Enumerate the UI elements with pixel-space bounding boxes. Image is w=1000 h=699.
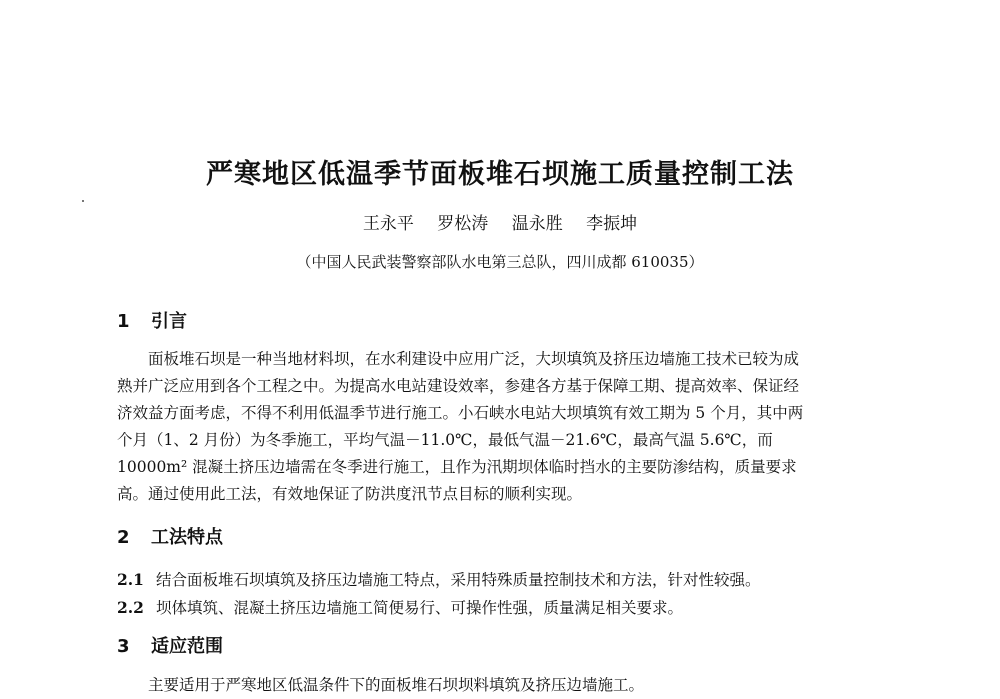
item-number: 2.1 [117, 570, 144, 589]
affiliation: （中国人民武装警察部队水电第三总队，四川成都 610035） [296, 253, 704, 271]
section-3-heading [117, 632, 223, 658]
item-text: 坝体填筑、混凝土挤压边墙施工简便易行、可操作性强，质量满足相关要求。 [155, 599, 683, 617]
text-line: 高。通过使用此工法，有效地保证了防洪度汛节点目标的顺利实现。 [117, 485, 583, 503]
section-title: 适应范围 [151, 636, 223, 657]
text-line: 济效益方面考虑，不得不利用低温季节进行施工。小石峡水电站大坝填筑有效工期为 5 个月，其中两 [117, 404, 804, 422]
section-3-paragraph [117, 672, 889, 699]
item-text: 结合面板堆石坝填筑及挤压边墙施工特点，采用特殊质量控制技术和方法，针对性较强。 [155, 571, 761, 589]
section-title: 工法特点 [151, 527, 223, 548]
text-line: 面板堆石坝是一种当地材料坝，在水利建设中应用广泛，大坝填筑及挤压边墙施工技术已较为成 [117, 350, 800, 368]
author-list: 王永平 罗松涛 温永胜 李振坤 [362, 214, 638, 234]
text-line: 个月（1、2 月份）为冬季施工，平均气温－11.0℃，最低气温－21.6℃，最高气温 5.6℃，而 [117, 431, 773, 449]
section-2-heading [117, 523, 223, 549]
list-item [117, 568, 760, 590]
text-line: 熟并广泛应用到各个工程之中。为提高水电站建设效率，参建各方基于保障工期、提高效率、保证经 [117, 377, 800, 395]
section-number: 3 [117, 636, 130, 657]
scan-speck [82, 200, 84, 202]
list-item [117, 596, 683, 618]
section-title: 引言 [151, 311, 187, 332]
text-line: 主要适用于严寒地区低温条件下的面板堆石坝坝料填筑及挤压边墙施工。 [117, 676, 645, 694]
item-number: 2.2 [117, 598, 144, 617]
section-number: 2 [117, 527, 130, 548]
section-number: 1 [117, 311, 130, 332]
text-line: 10000m² 混凝土挤压边墙需在冬季进行施工，且作为汛期坝体临时挡水的主要防渗结构，质量要求 [117, 458, 797, 476]
section-1-paragraph [117, 346, 889, 508]
paper-title: 严寒地区低温季节面板堆石坝施工质量控制工法 [206, 159, 794, 190]
section-1-heading [117, 307, 187, 333]
